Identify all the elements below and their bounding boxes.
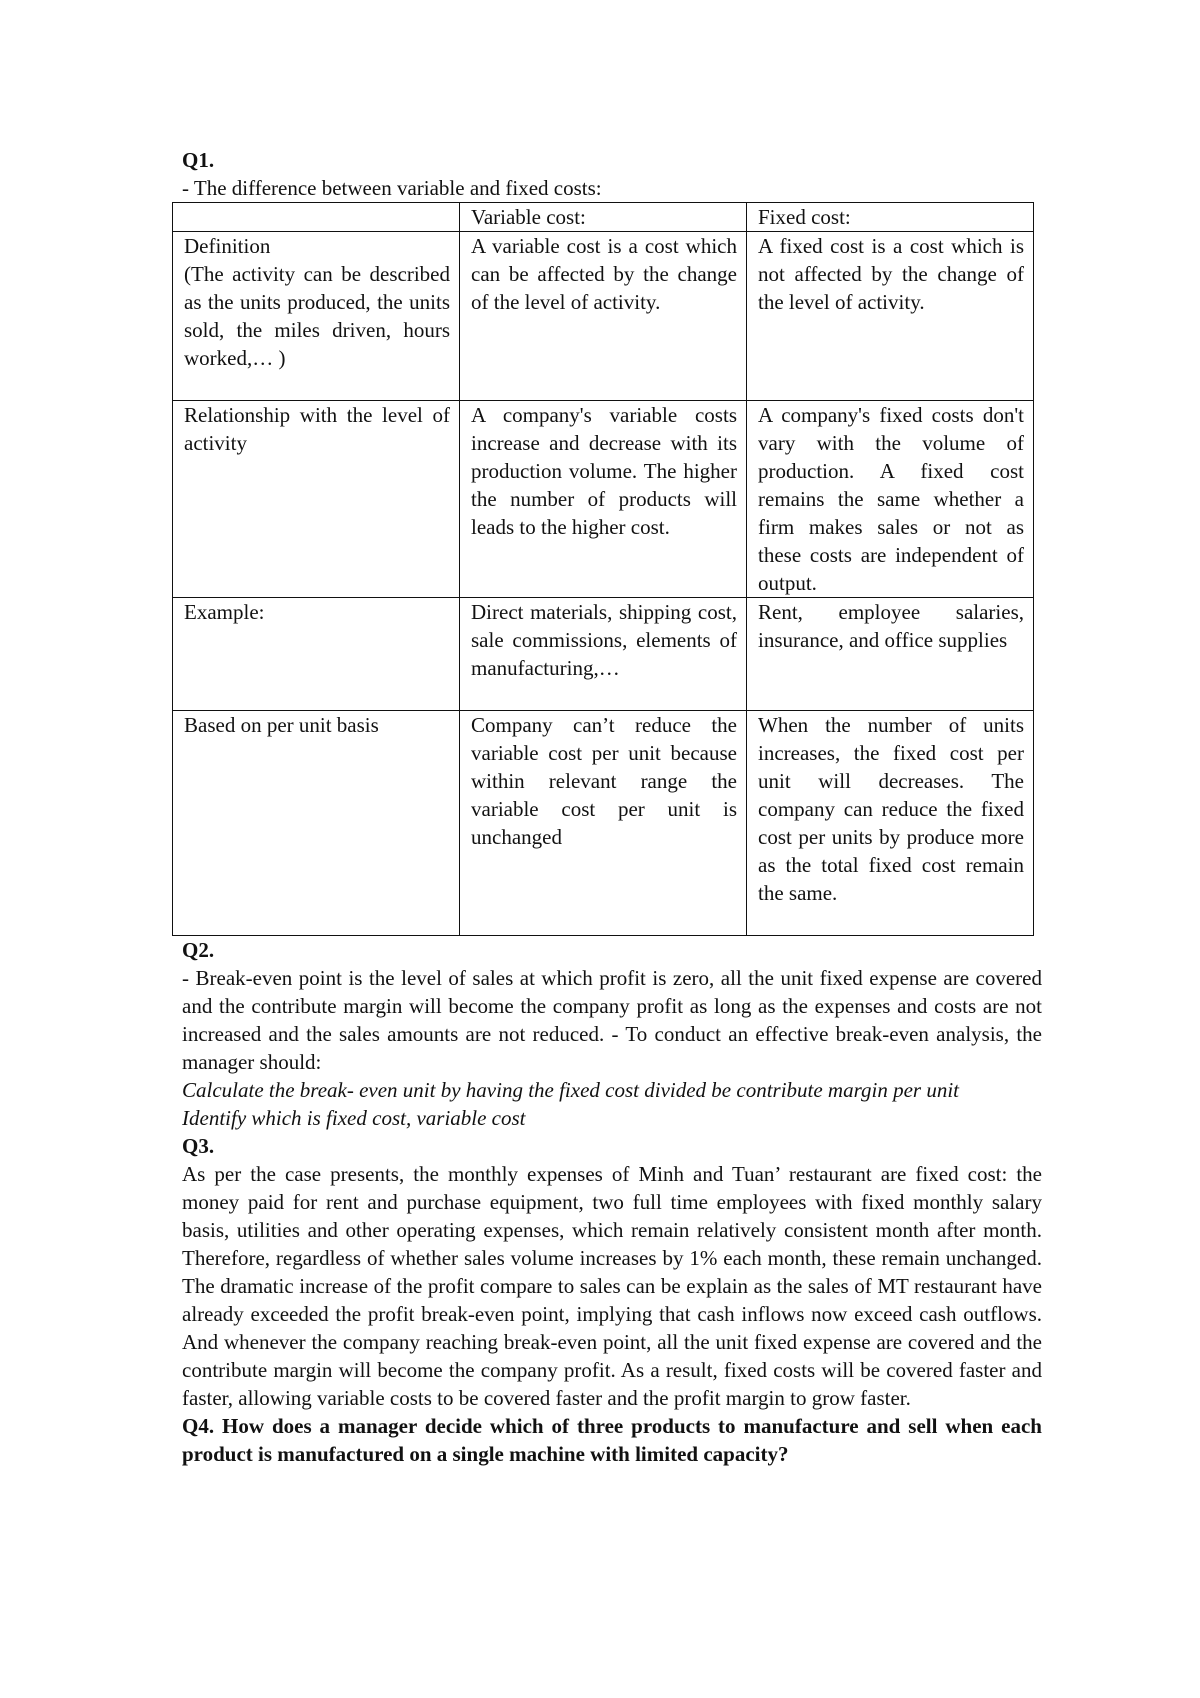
table-row	[173, 232, 1034, 401]
row-label-line: Example:	[184, 600, 265, 624]
table-row	[173, 598, 1034, 711]
q2-italic-step-1: Calculate the break- even unit by having the fixed cost divided be contribute margin per unit	[182, 1078, 959, 1102]
table-header-fixed: Fixed cost:	[747, 203, 1034, 232]
fixed-cost-cell: A company's fixed costs don't vary with the volume of production. A fixed cost remains the same whether a firm makes sales or not as these costs are independent of output.	[747, 401, 1034, 598]
table-header-row	[173, 203, 1034, 232]
q1-heading: Q1.	[182, 148, 215, 172]
q3-paragraph: As per the case presents, the monthly expenses of Minh and Tuan’ restaurant are fixed cost: the money paid for rent and purchase equipment, two full time employees with fixed monthly salary basis, utilities and other operating expenses, which remain relatively consistent month after month. Therefore, regardless of whether sales volume increases by 1% each month, these remain unchanged. The dramatic increase of the profit compare to sales can be explain as the sales of MT restaurant have already exceeded the profit break-even point, implying that cash inflows now exceed cash outflows. And whenever the company reaching break-even point, all the unit fixed expense are covered and the contribute margin will become the company profit. As a result, fixed costs will be covered faster and faster, allowing variable costs to be covered faster and the profit margin to grow faster.	[182, 1162, 1042, 1410]
q3-heading: Q3.	[182, 1134, 215, 1158]
variable-cost-cell: Company can’t reduce the variable cost per unit because within relevant range the variable cost per unit is unchanged	[460, 711, 747, 936]
row-label-example	[173, 598, 460, 711]
document-body	[182, 146, 1042, 1468]
q2-heading: Q2.	[182, 938, 215, 962]
fixed-cost-cell: Rent, employee salaries, insurance, and office supplies	[747, 598, 1034, 711]
table-header-blank	[173, 203, 460, 232]
table-row	[173, 711, 1034, 936]
q2-paragraph: - Break-even point is the level of sales at which profit is zero, all the unit fixed expense are covered and the contribute margin will become the company profit as long as the expenses and costs are not increased and the sales amounts are not reduced. - To conduct an effective break-even analysis, the manager should:	[182, 966, 1042, 1074]
q1-intro: - The difference between variable and fixed costs:	[182, 176, 602, 200]
row-label-definition	[173, 232, 460, 401]
row-label-line: Definition	[184, 234, 271, 258]
variable-cost-cell: Direct materials, shipping cost, sale commissions, elements of manufacturing,…	[460, 598, 747, 711]
table-header-variable: Variable cost:	[460, 203, 747, 232]
variable-cost-cell: A company's variable costs increase and decrease with its production volume. The higher the number of products will leads to the higher cost.	[460, 401, 747, 598]
q4-heading: Q4. How does a manager decide which of three products to manufacture and sell when each product is manufactured on a single machine with limited capacity?	[182, 1414, 1042, 1466]
q2-italic-step-2: Identify which is fixed cost, variable cost	[182, 1106, 526, 1130]
row-label-line: Relationship with the level of activity	[184, 403, 450, 455]
fixed-cost-cell: When the number of units increases, the fixed cost per unit will decreases. The company can reduce the fixed cost per units by produce more as the total fixed cost remain the same.	[747, 711, 1034, 936]
row-label-per-unit	[173, 711, 460, 936]
variable-cost-cell: A variable cost is a cost which can be affected by the change of the level of activity.	[460, 232, 747, 401]
fixed-cost-cell: A fixed cost is a cost which is not affected by the change of the level of activity.	[747, 232, 1034, 401]
table-row	[173, 401, 1034, 598]
row-label-line: (The activity can be described as the units produced, the units sold, the miles driven, hours worked,… )	[184, 262, 450, 370]
cost-comparison-table	[172, 202, 1034, 936]
row-label-line: Based on per unit basis	[184, 713, 379, 737]
row-label-relationship	[173, 401, 460, 598]
